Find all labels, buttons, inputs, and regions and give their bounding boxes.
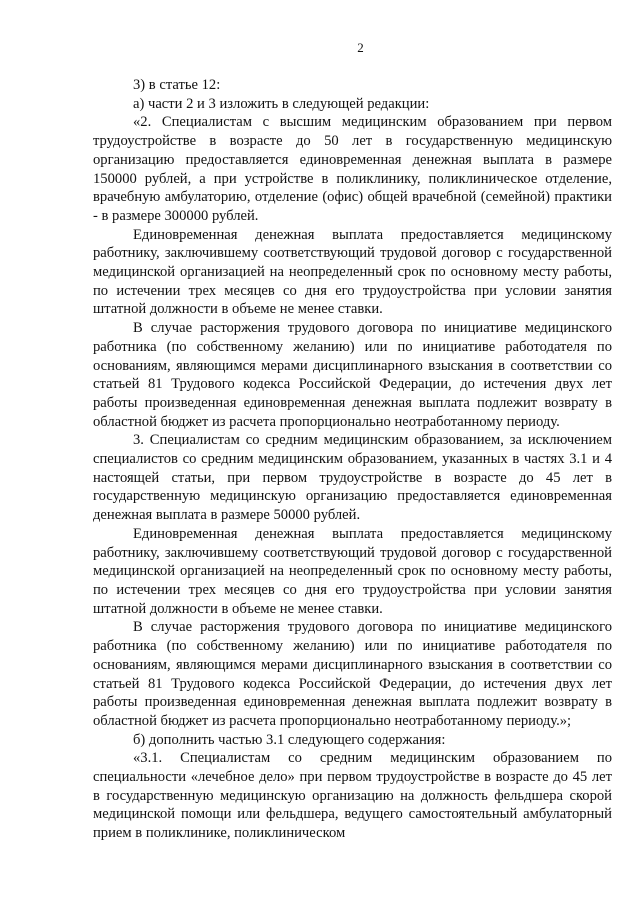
page-number: 2: [357, 40, 364, 55]
paragraph-part-2-refund: В случае расторжения трудового договора по инициативе медицинского работника (по собственному желанию) или по инициативе работодателя по основаниям, являющимся мерами дисциплинарного взыскания в соответствии со статьей 81 Трудового кодекса Российской Федерации, до истечения двух лет работы произведенная единовременная денежная выплата подлежит возврату в областной бюджет из расчета пропорционально неотработанному периоду.: [93, 320, 612, 430]
paragraph-part-3-refund: В случае расторжения трудового договора по инициативе медицинского работника (по собственному желанию) или по инициативе работодателя по основаниям, являющимся мерами дисциплинарного взыскания в соответствии со статьей 81 Трудового кодекса Российской Федерации, до истечения двух лет работы произведенная единовременная денежная выплата подлежит возврату в областной бюджет из расчета пропорционально неотработанному периоду.»;: [93, 619, 612, 729]
paragraph-article-12-heading: 3) в статье 12:: [133, 77, 221, 93]
paragraph-part-3-1: «3.1. Специалистам со средним медицинским образованием по специальности «лечебное дело» при первом трудоустройстве в возрасте до 45 лет в государственную медицинскую организацию на должность фельдшера скорой медицинской помощи или фельдшера, ведущего самостоятельный амбулаторный прием в поликлинике, поликлиническом: [93, 750, 612, 842]
paragraph-subitem-b: б) дополнить частью 3.1 следующего содержания:: [133, 731, 446, 748]
paragraph-part-3-payment-conditions: Единовременная денежная выплата предоставляется медицинскому работнику, заключившему соответствующий трудовой договор с государственной медицинской организацией на неопределенный срок по основному месту работы, по истечении трех месяцев со дня его трудоустройства при условии занятия штатной должности в объеме не менее ставки.: [93, 525, 612, 617]
paragraph-subitem-a: а) части 2 и 3 изложить в следующей редакции:: [133, 95, 430, 112]
paragraph-part-3: 3. Специалистам со средним медицинским образованием, за исключением специалистов со средним медицинским образованием, указанных в частях 3.1 и 4 настоящей статьи, при первом трудоустройстве в возрасте до 45 лет в государственную медицинскую организацию предоставляется единовременная денежная выплата в размере 50000 рублей.: [93, 432, 612, 524]
document-body: [93, 76, 612, 843]
paragraph-part-2: «2. Специалистам с высшим медицинским образованием при первом трудоустройстве в возрасте до 50 лет в государственную медицинскую организацию предоставляется единовременная денежная выплата в размере 150000 рублей, а при устройстве в поликлинику, поликлиническое отделение, врачебную амбулаторию, отделение (офис) общей врачебной (семейной) практики - в размере 300000 рублей.: [93, 114, 612, 224]
paragraph-part-2-payment-conditions: Единовременная денежная выплата предоставляется медицинскому работнику, заключившему соответствующий трудовой договор с государственной медицинской организацией на неопределенный срок по основному месту работы, по истечении трех месяцев со дня его трудоустройства при условии занятия штатной должности в объеме не менее ставки.: [93, 226, 612, 318]
